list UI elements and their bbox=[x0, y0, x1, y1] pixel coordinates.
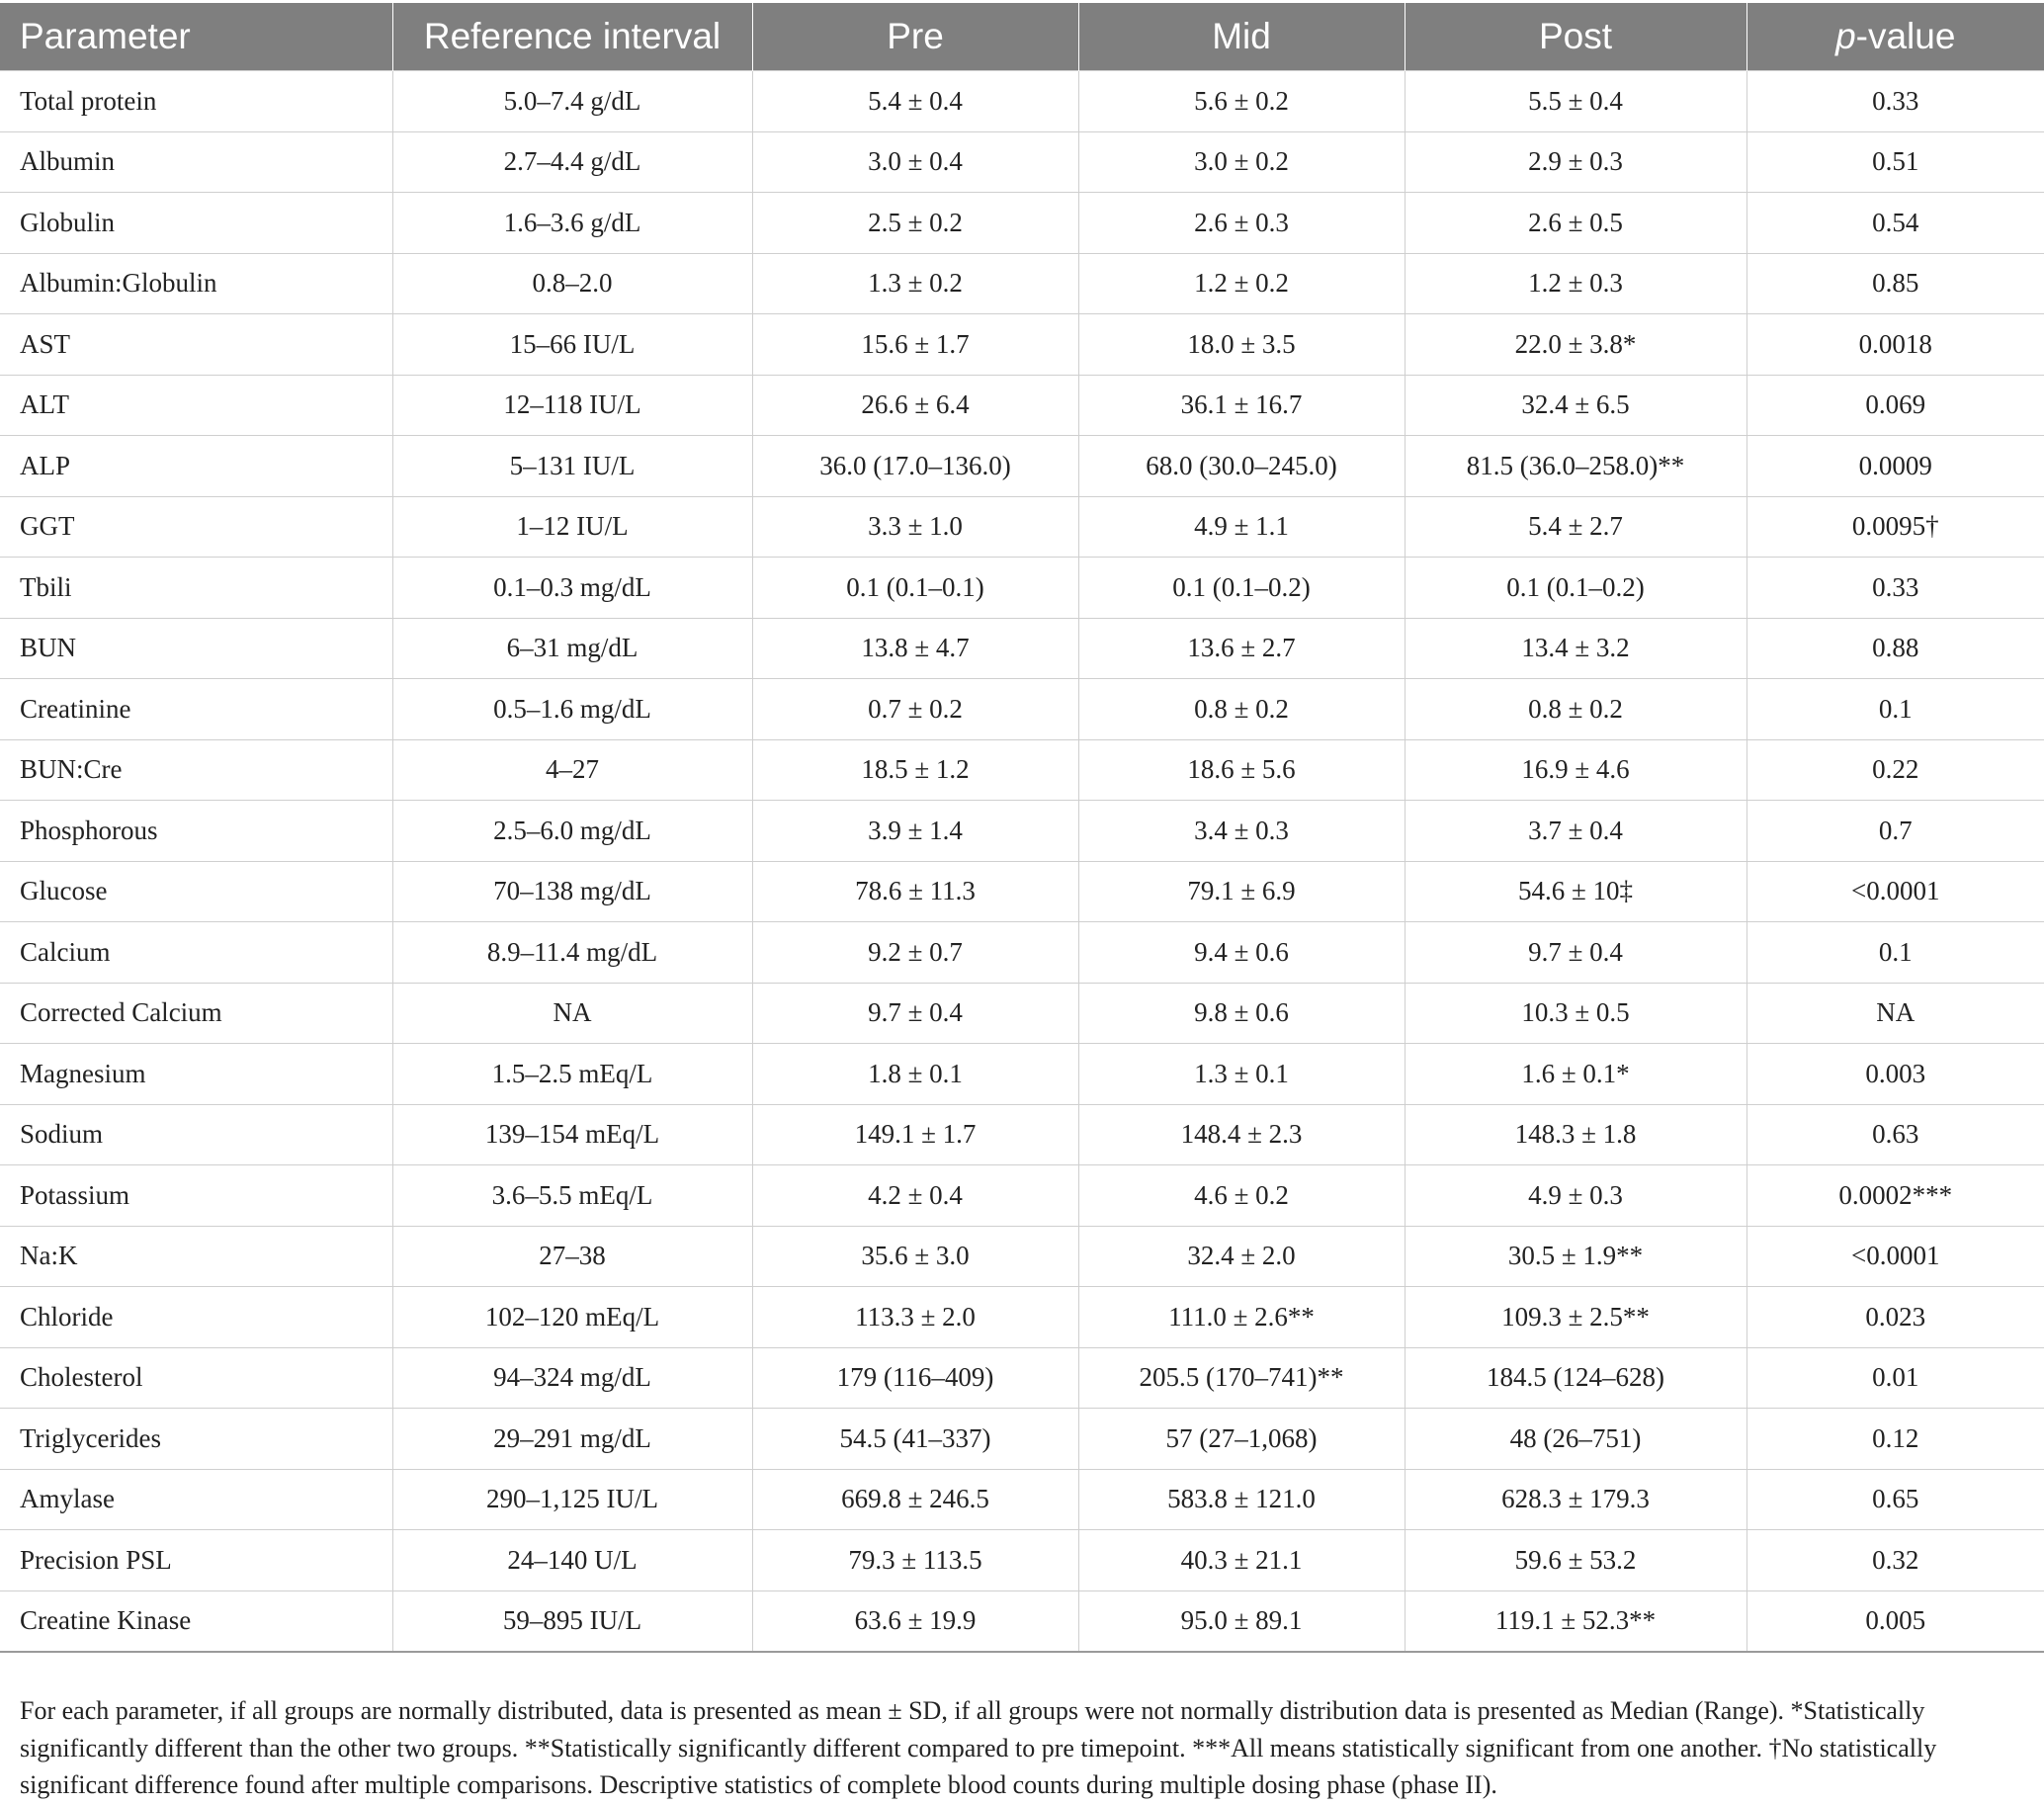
cell-pre: 2.5 ± 0.2 bbox=[752, 193, 1078, 254]
cell-parameter: Sodium bbox=[0, 1104, 392, 1165]
cell-mid: 0.8 ± 0.2 bbox=[1078, 679, 1405, 740]
cell-p-value: 0.65 bbox=[1746, 1469, 2044, 1530]
cell-post: 1.6 ± 0.1* bbox=[1405, 1044, 1746, 1105]
table-row bbox=[0, 1409, 2044, 1470]
cell-p-value: 0.0002*** bbox=[1746, 1165, 2044, 1227]
cell-reference-interval: 24–140 U/L bbox=[392, 1530, 752, 1591]
cell-p-value: 0.069 bbox=[1746, 375, 2044, 436]
table-row bbox=[0, 496, 2044, 558]
cell-mid: 68.0 (30.0–245.0) bbox=[1078, 436, 1405, 497]
cell-p-value: 0.33 bbox=[1746, 558, 2044, 619]
table-row bbox=[0, 1165, 2044, 1227]
cell-pre: 0.1 (0.1–0.1) bbox=[752, 558, 1078, 619]
table-row bbox=[0, 1226, 2044, 1287]
cell-post: 1.2 ± 0.3 bbox=[1405, 253, 1746, 314]
cell-post: 32.4 ± 6.5 bbox=[1405, 375, 1746, 436]
cell-mid: 111.0 ± 2.6** bbox=[1078, 1287, 1405, 1348]
table-row bbox=[0, 1347, 2044, 1409]
cell-post: 5.4 ± 2.7 bbox=[1405, 496, 1746, 558]
cell-mid: 57 (27–1,068) bbox=[1078, 1409, 1405, 1470]
cell-pre: 113.3 ± 2.0 bbox=[752, 1287, 1078, 1348]
table-row bbox=[0, 679, 2044, 740]
cell-pre: 78.6 ± 11.3 bbox=[752, 861, 1078, 922]
cell-reference-interval: 4–27 bbox=[392, 739, 752, 801]
cell-mid: 1.2 ± 0.2 bbox=[1078, 253, 1405, 314]
cell-parameter: Calcium bbox=[0, 922, 392, 984]
cell-p-value: 0.85 bbox=[1746, 253, 2044, 314]
cell-reference-interval: 94–324 mg/dL bbox=[392, 1347, 752, 1409]
cell-mid: 18.0 ± 3.5 bbox=[1078, 314, 1405, 376]
cell-mid: 4.6 ± 0.2 bbox=[1078, 1165, 1405, 1227]
cell-reference-interval: 27–38 bbox=[392, 1226, 752, 1287]
cell-mid: 32.4 ± 2.0 bbox=[1078, 1226, 1405, 1287]
cell-reference-interval: 0.5–1.6 mg/dL bbox=[392, 679, 752, 740]
cell-post: 0.8 ± 0.2 bbox=[1405, 679, 1746, 740]
cell-pre: 35.6 ± 3.0 bbox=[752, 1226, 1078, 1287]
cell-pre: 149.1 ± 1.7 bbox=[752, 1104, 1078, 1165]
cell-p-value: 0.0095† bbox=[1746, 496, 2044, 558]
cell-mid: 5.6 ± 0.2 bbox=[1078, 71, 1405, 132]
cell-parameter: Magnesium bbox=[0, 1044, 392, 1105]
cell-p-value: 0.1 bbox=[1746, 679, 2044, 740]
cell-parameter: Glucose bbox=[0, 861, 392, 922]
cell-reference-interval: 139–154 mEq/L bbox=[392, 1104, 752, 1165]
cell-parameter: Corrected Calcium bbox=[0, 983, 392, 1044]
cell-p-value: NA bbox=[1746, 983, 2044, 1044]
cell-post: 2.6 ± 0.5 bbox=[1405, 193, 1746, 254]
cell-reference-interval: 1.6–3.6 g/dL bbox=[392, 193, 752, 254]
table-row bbox=[0, 618, 2044, 679]
cell-reference-interval: 102–120 mEq/L bbox=[392, 1287, 752, 1348]
cell-pre: 4.2 ± 0.4 bbox=[752, 1165, 1078, 1227]
table-row bbox=[0, 558, 2044, 619]
cell-post: 16.9 ± 4.6 bbox=[1405, 739, 1746, 801]
cell-parameter: AST bbox=[0, 314, 392, 376]
cell-reference-interval: 5–131 IU/L bbox=[392, 436, 752, 497]
cell-reference-interval: 2.5–6.0 mg/dL bbox=[392, 801, 752, 862]
cell-parameter: Triglycerides bbox=[0, 1409, 392, 1470]
table-row bbox=[0, 801, 2044, 862]
cell-p-value: <0.0001 bbox=[1746, 1226, 2044, 1287]
table-row bbox=[0, 131, 2044, 193]
header-p-value-suffix: -value bbox=[1855, 16, 1956, 56]
cell-post: 2.9 ± 0.3 bbox=[1405, 131, 1746, 193]
cell-p-value: 0.54 bbox=[1746, 193, 2044, 254]
cell-pre: 18.5 ± 1.2 bbox=[752, 739, 1078, 801]
cell-parameter: Creatine Kinase bbox=[0, 1590, 392, 1652]
cell-p-value: 0.023 bbox=[1746, 1287, 2044, 1348]
table-row bbox=[0, 436, 2044, 497]
table-body bbox=[0, 71, 2044, 1653]
cell-parameter: Tbili bbox=[0, 558, 392, 619]
cell-parameter: Albumin:Globulin bbox=[0, 253, 392, 314]
cell-parameter: Creatinine bbox=[0, 679, 392, 740]
cell-mid: 79.1 ± 6.9 bbox=[1078, 861, 1405, 922]
cell-post: 22.0 ± 3.8* bbox=[1405, 314, 1746, 376]
cell-post: 30.5 ± 1.9** bbox=[1405, 1226, 1746, 1287]
cell-parameter: Total protein bbox=[0, 71, 392, 132]
cell-reference-interval: 8.9–11.4 mg/dL bbox=[392, 922, 752, 984]
cell-p-value: 0.005 bbox=[1746, 1590, 2044, 1652]
header-p-value-italic: p bbox=[1835, 16, 1856, 56]
cell-mid: 13.6 ± 2.7 bbox=[1078, 618, 1405, 679]
cell-p-value: <0.0001 bbox=[1746, 861, 2044, 922]
cell-reference-interval: 59–895 IU/L bbox=[392, 1590, 752, 1652]
cell-p-value: 0.0009 bbox=[1746, 436, 2044, 497]
table-row bbox=[0, 1044, 2044, 1105]
cell-pre: 1.3 ± 0.2 bbox=[752, 253, 1078, 314]
header-post: Post bbox=[1405, 3, 1746, 71]
cell-post: 9.7 ± 0.4 bbox=[1405, 922, 1746, 984]
cell-post: 10.3 ± 0.5 bbox=[1405, 983, 1746, 1044]
cell-pre: 15.6 ± 1.7 bbox=[752, 314, 1078, 376]
cell-reference-interval: NA bbox=[392, 983, 752, 1044]
cell-p-value: 0.12 bbox=[1746, 1409, 2044, 1470]
cell-parameter: ALP bbox=[0, 436, 392, 497]
cell-pre: 1.8 ± 0.1 bbox=[752, 1044, 1078, 1105]
cell-reference-interval: 1.5–2.5 mEq/L bbox=[392, 1044, 752, 1105]
cell-mid: 3.4 ± 0.3 bbox=[1078, 801, 1405, 862]
cell-pre: 9.2 ± 0.7 bbox=[752, 922, 1078, 984]
cell-pre: 179 (116–409) bbox=[752, 1347, 1078, 1409]
cell-post: 54.6 ± 10‡ bbox=[1405, 861, 1746, 922]
cell-p-value: 0.003 bbox=[1746, 1044, 2044, 1105]
cell-pre: 79.3 ± 113.5 bbox=[752, 1530, 1078, 1591]
cell-parameter: Globulin bbox=[0, 193, 392, 254]
cell-p-value: 0.7 bbox=[1746, 801, 2044, 862]
cell-reference-interval: 2.7–4.4 g/dL bbox=[392, 131, 752, 193]
cell-p-value: 0.63 bbox=[1746, 1104, 2044, 1165]
table-row bbox=[0, 861, 2044, 922]
cell-post: 148.3 ± 1.8 bbox=[1405, 1104, 1746, 1165]
table-row bbox=[0, 253, 2044, 314]
cell-mid: 1.3 ± 0.1 bbox=[1078, 1044, 1405, 1105]
cell-mid: 18.6 ± 5.6 bbox=[1078, 739, 1405, 801]
cell-reference-interval: 0.8–2.0 bbox=[392, 253, 752, 314]
cell-p-value: 0.22 bbox=[1746, 739, 2044, 801]
cell-parameter: Na:K bbox=[0, 1226, 392, 1287]
cell-pre: 26.6 ± 6.4 bbox=[752, 375, 1078, 436]
header-reference-interval: Reference interval bbox=[392, 3, 752, 71]
table-header-row bbox=[0, 3, 2044, 71]
cell-pre: 9.7 ± 0.4 bbox=[752, 983, 1078, 1044]
cell-post: 4.9 ± 0.3 bbox=[1405, 1165, 1746, 1227]
cell-parameter: Chloride bbox=[0, 1287, 392, 1348]
cell-pre: 63.6 ± 19.9 bbox=[752, 1590, 1078, 1652]
cell-pre: 3.9 ± 1.4 bbox=[752, 801, 1078, 862]
cell-post: 48 (26–751) bbox=[1405, 1409, 1746, 1470]
table-row bbox=[0, 71, 2044, 132]
table-row bbox=[0, 739, 2044, 801]
cell-p-value: 0.33 bbox=[1746, 71, 2044, 132]
cell-mid: 4.9 ± 1.1 bbox=[1078, 496, 1405, 558]
cell-post: 81.5 (36.0–258.0)** bbox=[1405, 436, 1746, 497]
cell-pre: 54.5 (41–337) bbox=[752, 1409, 1078, 1470]
header-mid: Mid bbox=[1078, 3, 1405, 71]
cell-pre: 669.8 ± 246.5 bbox=[752, 1469, 1078, 1530]
cell-reference-interval: 1–12 IU/L bbox=[392, 496, 752, 558]
cell-mid: 148.4 ± 2.3 bbox=[1078, 1104, 1405, 1165]
cell-pre: 5.4 ± 0.4 bbox=[752, 71, 1078, 132]
table-row bbox=[0, 1469, 2044, 1530]
cell-reference-interval: 29–291 mg/dL bbox=[392, 1409, 752, 1470]
cell-mid: 3.0 ± 0.2 bbox=[1078, 131, 1405, 193]
cell-parameter: Phosphorous bbox=[0, 801, 392, 862]
biochemistry-table bbox=[0, 3, 2044, 1653]
cell-parameter: Albumin bbox=[0, 131, 392, 193]
cell-post: 109.3 ± 2.5** bbox=[1405, 1287, 1746, 1348]
cell-pre: 0.7 ± 0.2 bbox=[752, 679, 1078, 740]
cell-pre: 36.0 (17.0–136.0) bbox=[752, 436, 1078, 497]
cell-post: 3.7 ± 0.4 bbox=[1405, 801, 1746, 862]
cell-parameter: Precision PSL bbox=[0, 1530, 392, 1591]
cell-mid: 9.4 ± 0.6 bbox=[1078, 922, 1405, 984]
cell-reference-interval: 290–1,125 IU/L bbox=[392, 1469, 752, 1530]
cell-parameter: BUN:Cre bbox=[0, 739, 392, 801]
cell-p-value: 0.32 bbox=[1746, 1530, 2044, 1591]
cell-parameter: ALT bbox=[0, 375, 392, 436]
cell-pre: 3.3 ± 1.0 bbox=[752, 496, 1078, 558]
cell-pre: 13.8 ± 4.7 bbox=[752, 618, 1078, 679]
cell-mid: 9.8 ± 0.6 bbox=[1078, 983, 1405, 1044]
cell-mid: 40.3 ± 21.1 bbox=[1078, 1530, 1405, 1591]
cell-p-value: 0.01 bbox=[1746, 1347, 2044, 1409]
cell-p-value: 0.88 bbox=[1746, 618, 2044, 679]
cell-post: 119.1 ± 52.3** bbox=[1405, 1590, 1746, 1652]
cell-post: 13.4 ± 3.2 bbox=[1405, 618, 1746, 679]
header-parameter: Parameter bbox=[0, 3, 392, 71]
table-row bbox=[0, 1287, 2044, 1348]
cell-post: 59.6 ± 53.2 bbox=[1405, 1530, 1746, 1591]
table-row bbox=[0, 314, 2044, 376]
cell-mid: 205.5 (170–741)** bbox=[1078, 1347, 1405, 1409]
cell-reference-interval: 3.6–5.5 mEq/L bbox=[392, 1165, 752, 1227]
cell-mid: 2.6 ± 0.3 bbox=[1078, 193, 1405, 254]
cell-reference-interval: 70–138 mg/dL bbox=[392, 861, 752, 922]
cell-p-value: 0.51 bbox=[1746, 131, 2044, 193]
cell-p-value: 0.0018 bbox=[1746, 314, 2044, 376]
cell-post: 0.1 (0.1–0.2) bbox=[1405, 558, 1746, 619]
cell-post: 5.5 ± 0.4 bbox=[1405, 71, 1746, 132]
table-row bbox=[0, 1590, 2044, 1652]
cell-reference-interval: 12–118 IU/L bbox=[392, 375, 752, 436]
table-row bbox=[0, 1104, 2044, 1165]
cell-parameter: Amylase bbox=[0, 1469, 392, 1530]
cell-parameter: Cholesterol bbox=[0, 1347, 392, 1409]
cell-mid: 95.0 ± 89.1 bbox=[1078, 1590, 1405, 1652]
cell-pre: 3.0 ± 0.4 bbox=[752, 131, 1078, 193]
header-pre: Pre bbox=[752, 3, 1078, 71]
header-p-value bbox=[1746, 3, 2044, 71]
table-row bbox=[0, 922, 2044, 984]
table-row bbox=[0, 193, 2044, 254]
cell-reference-interval: 0.1–0.3 mg/dL bbox=[392, 558, 752, 619]
cell-mid: 0.1 (0.1–0.2) bbox=[1078, 558, 1405, 619]
table-row bbox=[0, 375, 2044, 436]
cell-reference-interval: 15–66 IU/L bbox=[392, 314, 752, 376]
cell-reference-interval: 6–31 mg/dL bbox=[392, 618, 752, 679]
cell-parameter: GGT bbox=[0, 496, 392, 558]
cell-post: 628.3 ± 179.3 bbox=[1405, 1469, 1746, 1530]
cell-parameter: Potassium bbox=[0, 1165, 392, 1227]
cell-reference-interval: 5.0–7.4 g/dL bbox=[392, 71, 752, 132]
table-row bbox=[0, 1530, 2044, 1591]
cell-post: 184.5 (124–628) bbox=[1405, 1347, 1746, 1409]
cell-mid: 583.8 ± 121.0 bbox=[1078, 1469, 1405, 1530]
cell-parameter: BUN bbox=[0, 618, 392, 679]
cell-mid: 36.1 ± 16.7 bbox=[1078, 375, 1405, 436]
table-footnote: For each parameter, if all groups are normally distributed, data is presented as mean ± SD, if all groups were not normally distribution data is presented as Median (Range). *Statistically significantly different than the other two groups. **Statistically significantly different compared to pre timepoint. ***All means statistically significant from one another. †No statistically significant difference found after multiple comparisons. Descriptive statistics of complete blood counts during multiple dosing phase (phase II). bbox=[20, 1696, 1937, 1799]
cell-p-value: 0.1 bbox=[1746, 922, 2044, 984]
table-row bbox=[0, 983, 2044, 1044]
